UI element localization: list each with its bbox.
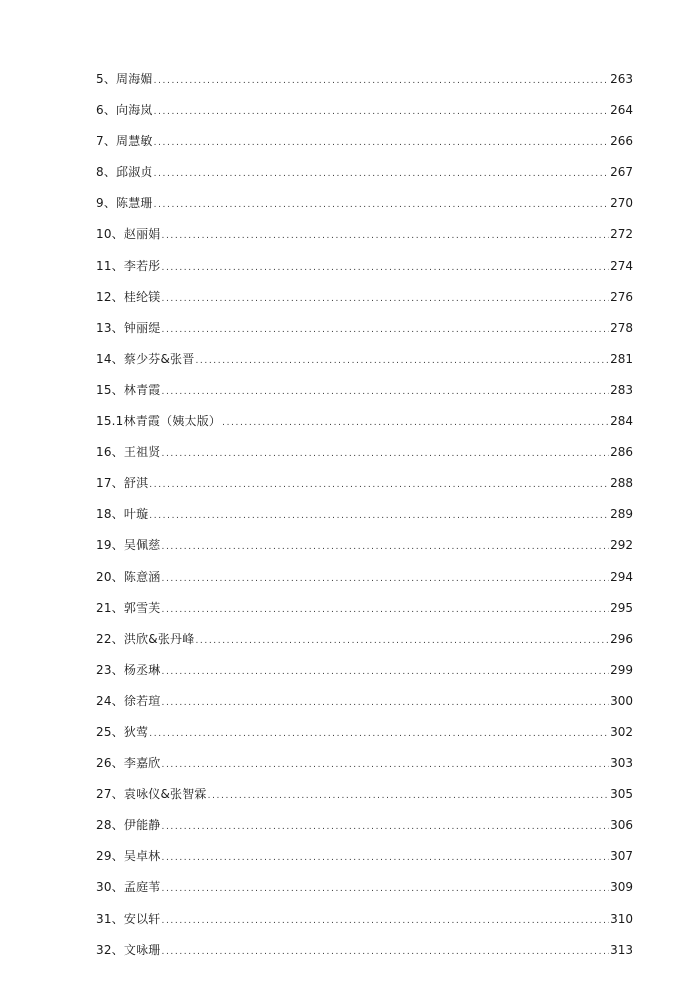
toc-entry[interactable] bbox=[96, 878, 633, 909]
dot-leader bbox=[195, 632, 609, 650]
dot-leader bbox=[161, 663, 609, 681]
toc-entry-title: 14、蔡少芬&张晋 bbox=[96, 351, 195, 366]
dot-leader bbox=[161, 943, 609, 961]
toc-entry-title: 15、林青霞 bbox=[96, 382, 161, 397]
dot-leader bbox=[208, 787, 609, 805]
toc-entry-title: 16、王祖贤 bbox=[96, 445, 161, 460]
toc-entry[interactable] bbox=[96, 350, 633, 381]
toc-entry-page-number: 281 bbox=[610, 351, 633, 366]
toc-entry-page-number: 313 bbox=[610, 942, 633, 957]
toc-entry-title: 28、伊能静 bbox=[96, 818, 161, 833]
dot-leader bbox=[161, 383, 609, 401]
toc-entry-page-number: 299 bbox=[610, 662, 633, 677]
toc-entry-page-number: 270 bbox=[610, 196, 633, 211]
dot-leader bbox=[149, 507, 609, 525]
dot-leader bbox=[161, 321, 609, 339]
toc-entry[interactable] bbox=[96, 692, 633, 723]
toc-entry-page-number: 303 bbox=[610, 756, 633, 771]
toc-entry-title: 22、洪欣&张丹峰 bbox=[96, 631, 195, 646]
toc-entry-title: 15.1林青霞（姨太版） bbox=[96, 414, 222, 429]
toc-entry-page-number: 289 bbox=[610, 507, 633, 522]
dot-leader bbox=[149, 476, 609, 494]
dot-leader bbox=[161, 601, 609, 619]
toc-entry-title: 24、徐若瑄 bbox=[96, 693, 161, 708]
dot-leader bbox=[149, 725, 609, 743]
toc-entry-title: 21、郭雪芙 bbox=[96, 600, 161, 615]
toc-entry-title: 11、李若彤 bbox=[96, 258, 161, 273]
toc-entry[interactable] bbox=[96, 101, 633, 132]
toc-entry-page-number: 286 bbox=[610, 445, 633, 460]
toc-entry-title: 9、陈慧珊 bbox=[96, 196, 153, 211]
dot-leader bbox=[161, 912, 609, 930]
toc-entry-page-number: 288 bbox=[610, 476, 633, 491]
toc-entry-title: 17、舒淇 bbox=[96, 476, 149, 491]
dot-leader bbox=[161, 227, 609, 245]
table-of-contents bbox=[96, 70, 633, 972]
dot-leader bbox=[154, 165, 609, 183]
toc-entry-title: 23、杨丞琳 bbox=[96, 662, 161, 677]
toc-entry[interactable] bbox=[96, 536, 633, 567]
dot-leader bbox=[154, 72, 609, 90]
dot-leader bbox=[154, 134, 609, 152]
toc-entry[interactable] bbox=[96, 910, 633, 941]
toc-entry[interactable] bbox=[96, 847, 633, 878]
toc-entry-title: 26、李嘉欣 bbox=[96, 756, 161, 771]
dot-leader bbox=[161, 538, 609, 556]
toc-entry-title: 6、向海岚 bbox=[96, 103, 153, 118]
toc-entry-page-number: 266 bbox=[610, 134, 633, 149]
toc-entry-title: 25、狄莺 bbox=[96, 724, 149, 739]
toc-entry-page-number: 295 bbox=[610, 600, 633, 615]
toc-entry-page-number: 278 bbox=[610, 320, 633, 335]
toc-entry[interactable] bbox=[96, 443, 633, 474]
toc-entry[interactable] bbox=[96, 568, 633, 599]
toc-entry-page-number: 300 bbox=[610, 693, 633, 708]
toc-entry[interactable] bbox=[96, 723, 633, 754]
toc-entry[interactable] bbox=[96, 288, 633, 319]
toc-entry-page-number: 305 bbox=[610, 787, 633, 802]
toc-entry-page-number: 284 bbox=[610, 414, 633, 429]
dot-leader bbox=[161, 849, 609, 867]
toc-entry-page-number: 296 bbox=[610, 631, 633, 646]
dot-leader bbox=[161, 694, 609, 712]
toc-entry[interactable] bbox=[96, 661, 633, 692]
toc-entry-page-number: 307 bbox=[610, 849, 633, 864]
toc-entry-page-number: 306 bbox=[610, 818, 633, 833]
toc-entry[interactable] bbox=[96, 70, 633, 101]
toc-entry-title: 30、孟庭苇 bbox=[96, 880, 161, 895]
toc-entry-page-number: 292 bbox=[610, 538, 633, 553]
toc-entry-page-number: 263 bbox=[610, 72, 633, 86]
toc-entry-title: 31、安以轩 bbox=[96, 911, 161, 926]
toc-entry[interactable] bbox=[96, 754, 633, 785]
toc-entry-page-number: 302 bbox=[610, 724, 633, 739]
toc-entry-title: 8、邱淑贞 bbox=[96, 165, 153, 180]
toc-entry[interactable] bbox=[96, 474, 633, 505]
dot-leader bbox=[161, 445, 609, 463]
toc-entry[interactable] bbox=[96, 412, 633, 443]
toc-entry-title: 5、周海媚 bbox=[96, 72, 153, 86]
toc-entry-title: 12、桂纶镁 bbox=[96, 289, 161, 304]
dot-leader bbox=[161, 290, 609, 308]
toc-entry[interactable] bbox=[96, 163, 633, 194]
dot-leader bbox=[222, 414, 609, 432]
toc-entry-title: 19、吴佩慈 bbox=[96, 538, 161, 553]
dot-leader bbox=[161, 570, 609, 588]
toc-entry-page-number: 264 bbox=[610, 103, 633, 118]
toc-entry[interactable] bbox=[96, 785, 633, 816]
toc-entry-page-number: 276 bbox=[610, 289, 633, 304]
toc-entry[interactable] bbox=[96, 194, 633, 225]
toc-entry-page-number: 272 bbox=[610, 227, 633, 242]
dot-leader bbox=[195, 352, 609, 370]
toc-entry[interactable] bbox=[96, 257, 633, 288]
dot-leader bbox=[161, 880, 609, 898]
dot-leader bbox=[161, 259, 609, 277]
toc-entry-title: 10、赵丽娟 bbox=[96, 227, 161, 242]
toc-entry-page-number: 267 bbox=[610, 165, 633, 180]
toc-entry[interactable] bbox=[96, 381, 633, 412]
toc-entry[interactable] bbox=[96, 505, 633, 536]
toc-entry-title: 20、陈意涵 bbox=[96, 569, 161, 584]
dot-leader bbox=[161, 756, 609, 774]
toc-entry[interactable] bbox=[96, 225, 633, 256]
toc-entry[interactable] bbox=[96, 319, 633, 350]
toc-entry-title: 7、周慧敏 bbox=[96, 134, 153, 149]
toc-entry-title: 32、文咏珊 bbox=[96, 942, 161, 957]
toc-entry-title: 27、袁咏仪&张智霖 bbox=[96, 787, 207, 802]
toc-entry-title: 29、吴卓林 bbox=[96, 849, 161, 864]
toc-entry[interactable] bbox=[96, 630, 633, 661]
toc-entry-page-number: 309 bbox=[610, 880, 633, 895]
toc-entry-page-number: 283 bbox=[610, 382, 633, 397]
toc-entry[interactable] bbox=[96, 132, 633, 163]
toc-entry[interactable] bbox=[96, 941, 633, 972]
toc-entry-page-number: 274 bbox=[610, 258, 633, 273]
toc-entry-page-number: 294 bbox=[610, 569, 633, 584]
toc-entry-title: 18、叶璇 bbox=[96, 507, 149, 522]
dot-leader bbox=[154, 196, 609, 214]
toc-entry-title: 13、钟丽缇 bbox=[96, 320, 161, 335]
dot-leader bbox=[154, 103, 609, 121]
toc-entry-page-number: 310 bbox=[610, 911, 633, 926]
dot-leader bbox=[161, 818, 609, 836]
toc-entry[interactable] bbox=[96, 599, 633, 630]
toc-entry[interactable] bbox=[96, 816, 633, 847]
